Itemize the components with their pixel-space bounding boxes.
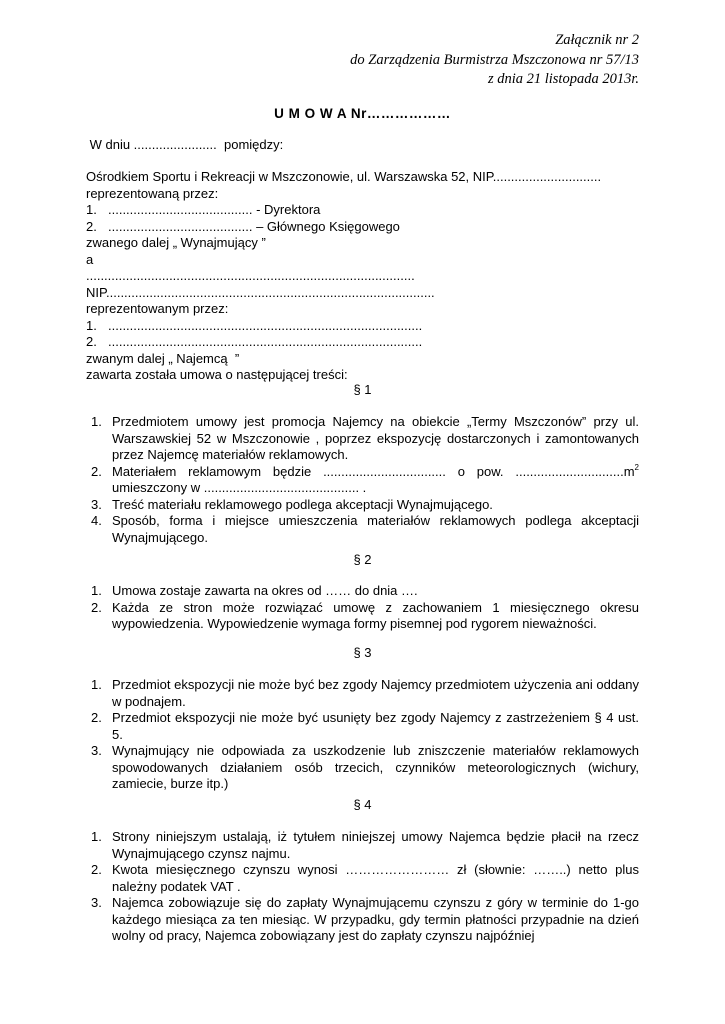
section-2-heading: § 2 — [353, 552, 372, 567]
list-item — [86, 829, 639, 862]
rep2-line — [86, 219, 641, 236]
list-item — [86, 710, 639, 743]
item-number: 2. — [91, 862, 102, 877]
item-text: Sposób, forma i miejsce umieszczenia materiałów reklamowych podlega akceptacji Wynajmującego. — [112, 513, 639, 545]
item-text: Treść materiału reklamowego podlega akceptacji Wynajmującego. — [112, 496, 493, 512]
item-number: 2. — [91, 599, 102, 615]
section-1-list — [86, 414, 639, 546]
header-line-1: Załącznik nr 2 — [555, 32, 639, 48]
parties-block — [86, 169, 641, 384]
item-text: Przedmiot ekspozycji nie może być bez zgody Najemcy przedmiotem użyczenia ani oddany w podnajem. — [112, 677, 639, 709]
list-item — [86, 464, 639, 497]
section-2-list — [86, 583, 639, 633]
list-item — [86, 414, 639, 464]
rep1-text: ........................................ - Dyrektora — [108, 202, 321, 217]
section-4-list — [86, 829, 639, 945]
list-item — [86, 497, 639, 514]
section-1-heading: § 1 — [353, 382, 372, 397]
section-3-list — [86, 677, 639, 793]
rep3-text: ....................................................................................... — [108, 317, 423, 333]
section-3-heading: § 3 — [353, 645, 372, 660]
item-number: 3. — [91, 496, 102, 512]
rep3-line — [86, 318, 641, 335]
item-text-cont: umieszczony w ........................................... . — [112, 480, 367, 495]
list-item — [86, 583, 639, 600]
called2-line: zwanym dalej „ Najemcą ” — [86, 350, 240, 366]
item-text: Wynajmujący nie odpowiada za uszkodzenie lub zniszczenie materiałów reklamowych spowodowanych działaniem osób trzecich, czynników meteorologicznych (wichury, zamiecie, burze itp.) — [112, 743, 639, 791]
item-text: Przedmiot ekspozycji nie może być usunięty bez zgody Najemcy z zastrzeżeniem § 4 ust. 5. — [112, 710, 639, 742]
rep4-text: ....................................................................................... — [108, 334, 423, 349]
list-item — [86, 895, 639, 945]
item-number: 2. — [91, 463, 102, 479]
header-line-2: do Zarządzenia Burmistrza Mszczonowa nr 57/13 — [350, 51, 639, 68]
concluded-line: zawarta została umowa o następującej treści: — [86, 367, 348, 382]
called1-line: zwanego dalej „ Wynajmujący ” — [86, 235, 266, 250]
rep2-num: 2. — [86, 218, 97, 234]
item-text: Materiałem reklamowym będzie .................................. o pow. ..............................m — [112, 463, 635, 479]
document-title: U M O W A Nr……………… — [274, 106, 451, 121]
item-text: Umowa zostaje zawarta na okres od …… do dnia …. — [112, 583, 418, 598]
item-text: Strony niniejszym ustalają, iż tytułem niniejszej umowy Najemca będzie płacił na rzecz Wynajmującego czynsz najmu. — [112, 829, 639, 861]
date-line-text: W dniu ....................... pomiędzy: — [86, 137, 284, 152]
rep1-line — [86, 202, 641, 219]
represented1-line: reprezentowaną przez: — [86, 185, 219, 201]
item-number: 1. — [91, 829, 102, 844]
item-text: Najemca zobowiązuje się do zapłaty Wynajmującemu czynszu z góry w terminie do 1-go każdego miesiąca za ten miesiąc. W przypadku, gdy termin płatności przypadnie na dzień wolny od pracy, Najemca zobowiązany jest do zapłaty czynszu najpóźniej — [112, 895, 639, 943]
list-item — [86, 743, 639, 793]
nip-line: NIP........................................................................................... — [86, 284, 435, 300]
rep2-text: ........................................ – Głównego Księgowego — [108, 218, 400, 234]
rep4-num: 2. — [86, 334, 97, 349]
date-line — [86, 137, 641, 154]
party1-line: Ośrodkiem Sportu i Rekreacji w Mszczonowie, ul. Warszawska 52, NIP.............................. — [86, 169, 602, 184]
represented2-line: reprezentowanym przez: — [86, 301, 229, 316]
party2-line: ........................................................................................... — [86, 268, 415, 283]
attachment-header — [350, 31, 639, 90]
item-number: 3. — [91, 743, 102, 758]
item-text: Każda ze stron może rozwiązać umowę z zachowaniem 1 miesięcznego okresu wypowiedzenia. Wypowiedzenie wymaga formy pisemnej pod rygorem nieważności. — [112, 599, 639, 631]
item-number: 2. — [91, 710, 102, 725]
section-4-heading: § 4 — [353, 797, 372, 812]
item-number: 1. — [91, 414, 102, 429]
rep1-num: 1. — [86, 202, 97, 217]
item-number: 1. — [91, 583, 102, 598]
item-number: 3. — [91, 895, 102, 910]
rep4-line — [86, 334, 641, 351]
and-line: a — [86, 251, 94, 267]
item-text: Przedmiotem umowy jest promocja Najemcy na obiekcie „Termy Mszczonów” przy ul. Warszawskiej 52 w Mszczonowie , poprzez ekspozycję dostarczonych i zamontowanych przez Najemcę materiałów reklamowych. — [112, 414, 639, 462]
rep3-num: 1. — [86, 317, 97, 333]
superscript: 2 — [634, 462, 639, 472]
item-number: 4. — [91, 513, 102, 528]
list-item — [86, 513, 639, 546]
list-item — [86, 862, 639, 895]
list-item — [86, 677, 639, 710]
item-text: Kwota miesięcznego czynszu wynosi …………………… zł (słownie: ……..) netto plus należny podatek VAT . — [112, 862, 639, 894]
header-line-3: z dnia 21 listopada 2013r. — [487, 71, 639, 87]
list-item — [86, 600, 639, 633]
item-number: 1. — [91, 677, 102, 692]
